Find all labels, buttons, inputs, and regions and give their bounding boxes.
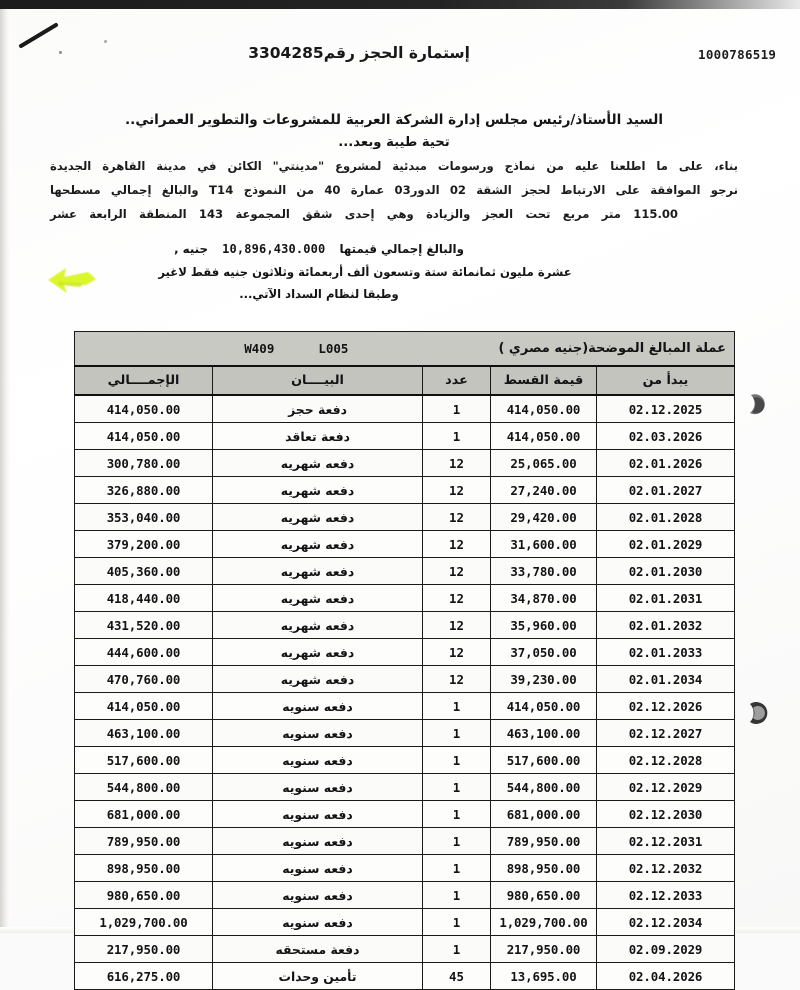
cell-start-from: 02.12.2033 <box>597 882 735 909</box>
table-row <box>75 963 735 990</box>
cell-description: دفعه شهريه <box>213 450 423 477</box>
cell-count: 1 <box>423 882 491 909</box>
table-row <box>75 909 735 936</box>
cell-total: 789,950.00 <box>75 828 213 855</box>
total-amount-currency: جنيه , <box>174 242 208 257</box>
table-row <box>75 395 735 423</box>
cell-description: دفعة حجز <box>213 395 423 423</box>
cell-description: دفعه شهريه <box>213 585 423 612</box>
cell-description: دفعه سنويه <box>213 909 423 936</box>
cell-installment-value: 31,600.00 <box>491 531 597 558</box>
cell-count: 12 <box>423 531 491 558</box>
table-row <box>75 666 735 693</box>
cell-total: 431,520.00 <box>75 612 213 639</box>
cell-count: 12 <box>423 612 491 639</box>
cell-installment-value: 789,950.00 <box>491 828 597 855</box>
table-row <box>75 774 735 801</box>
cell-start-from: 02.01.2034 <box>597 666 735 693</box>
cell-description: دفعه شهريه <box>213 531 423 558</box>
cell-start-from: 02.12.2025 <box>597 395 735 423</box>
table-row <box>75 477 735 504</box>
cell-count: 12 <box>423 639 491 666</box>
body-line-1: بناء، على ما اطلعنا عليه من نماذج ورسومات مبدئية لمشروع "مدينتي" الكائن في مدينة القاهرة الجديدة <box>50 159 738 173</box>
cell-installment-value: 463,100.00 <box>491 720 597 747</box>
cell-total: 379,200.00 <box>75 531 213 558</box>
cell-count: 12 <box>423 666 491 693</box>
table-header-row <box>75 366 735 395</box>
cell-start-from: 02.01.2031 <box>597 585 735 612</box>
cell-total: 470,760.00 <box>75 666 213 693</box>
cell-count: 12 <box>423 450 491 477</box>
column-header-total: الإجمــــالي <box>75 366 213 395</box>
table-row <box>75 936 735 963</box>
body-line-2: نرجو الموافقة على الارتباط لحجز الشقة 02 الدور03 عمارة 40 من النموذج T14 والبالغ إجمالي مسطحها <box>50 182 738 197</box>
cell-count: 1 <box>423 801 491 828</box>
cell-total: 681,000.00 <box>75 801 213 828</box>
cell-installment-value: 1,029,700.00 <box>491 909 597 936</box>
cell-installment-value: 414,050.00 <box>491 693 597 720</box>
cell-total: 463,100.00 <box>75 720 213 747</box>
payment-schedule-table <box>74 331 735 990</box>
cell-count: 12 <box>423 477 491 504</box>
column-header-count: عدد <box>423 366 491 395</box>
cell-description: دفعه سنويه <box>213 720 423 747</box>
scan-edge-band-top <box>0 0 800 9</box>
cell-description: دفعه شهريه <box>213 666 423 693</box>
cell-count: 45 <box>423 963 491 990</box>
cell-total: 217,950.00 <box>75 936 213 963</box>
cell-count: 12 <box>423 504 491 531</box>
cell-total: 898,950.00 <box>75 855 213 882</box>
cell-description: دفعه شهريه <box>213 612 423 639</box>
cell-installment-value: 35,960.00 <box>491 612 597 639</box>
cell-count: 12 <box>423 558 491 585</box>
cell-description: دفعه سنويه <box>213 747 423 774</box>
cell-count: 12 <box>423 585 491 612</box>
cell-start-from: 02.12.2031 <box>597 828 735 855</box>
cell-installment-value: 414,050.00 <box>491 395 597 423</box>
hole-punch-mark-icon <box>744 700 770 726</box>
cell-installment-value: 898,950.00 <box>491 855 597 882</box>
table-row <box>75 450 735 477</box>
payment-terms-line: وطبقا لنظام السداد الآتي... <box>239 287 399 302</box>
column-header-description: البيــــان <box>213 366 423 395</box>
column-header-installment-value: قيمة القسط <box>491 366 597 395</box>
cell-count: 1 <box>423 828 491 855</box>
cell-start-from: 02.01.2026 <box>597 450 735 477</box>
cell-installment-value: 414,050.00 <box>491 423 597 450</box>
cell-description: دفعه سنويه <box>213 774 423 801</box>
cell-start-from: 02.12.2032 <box>597 855 735 882</box>
cell-total: 616,275.00 <box>75 963 213 990</box>
cell-start-from: 02.12.2030 <box>597 801 735 828</box>
cell-installment-value: 681,000.00 <box>491 801 597 828</box>
cell-description: دفعه شهريه <box>213 558 423 585</box>
table-row <box>75 855 735 882</box>
total-amount-value: 10,896,430.000 <box>222 242 326 257</box>
cell-installment-value: 25,065.00 <box>491 450 597 477</box>
addressee-line: السيد الأستاذ/رئيس مجلس إدارة الشركة العربية للمشروعات والتطوير العمراني.. <box>125 112 663 128</box>
cell-start-from: 02.04.2026 <box>597 963 735 990</box>
code-right: L005 <box>318 341 349 356</box>
cell-installment-value: 33,780.00 <box>491 558 597 585</box>
cell-total: 414,050.00 <box>75 423 213 450</box>
cell-description: دفعه سنويه <box>213 693 423 720</box>
table-row <box>75 531 735 558</box>
cell-installment-value: 34,870.00 <box>491 585 597 612</box>
cell-total: 418,440.00 <box>75 585 213 612</box>
cell-count: 1 <box>423 936 491 963</box>
page-title: إستمارة الحجز رقم3304285 <box>248 44 470 62</box>
currency-codes <box>244 341 348 356</box>
table-row <box>75 558 735 585</box>
table-row <box>75 693 735 720</box>
cell-total: 414,050.00 <box>75 693 213 720</box>
cell-description: دفعه سنويه <box>213 828 423 855</box>
cell-total: 980,650.00 <box>75 882 213 909</box>
cell-description: تأمين وحدات <box>213 963 423 990</box>
cell-installment-value: 27,240.00 <box>491 477 597 504</box>
cell-installment-value: 29,420.00 <box>491 504 597 531</box>
cell-start-from: 02.12.2029 <box>597 774 735 801</box>
cell-start-from: 02.01.2028 <box>597 504 735 531</box>
cell-description: دفعه شهريه <box>213 639 423 666</box>
salutation-line: تحية طيبة وبعد... <box>338 135 450 150</box>
cell-description: دفعه سنويه <box>213 801 423 828</box>
total-amount-line <box>50 242 738 256</box>
cell-description: دفعة تعاقد <box>213 423 423 450</box>
cell-count: 1 <box>423 423 491 450</box>
table-row <box>75 801 735 828</box>
table-row <box>75 612 735 639</box>
reference-number: 1000786519 <box>698 47 777 62</box>
cell-description: دفعة مستحقه <box>213 936 423 963</box>
cell-installment-value: 980,650.00 <box>491 882 597 909</box>
cell-total: 444,600.00 <box>75 639 213 666</box>
cell-start-from: 02.01.2030 <box>597 558 735 585</box>
cell-installment-value: 217,950.00 <box>491 936 597 963</box>
table-row <box>75 828 735 855</box>
letter-body <box>0 112 800 301</box>
cell-count: 1 <box>423 693 491 720</box>
cell-description: دفعه سنويه <box>213 882 423 909</box>
cell-count: 1 <box>423 747 491 774</box>
total-amount-in-words: عشرة مليون ثمانمائة ستة وتسعون ألف أربعمائة وثلاثون جنيه فقط لاغير <box>158 265 572 280</box>
cell-total: 414,050.00 <box>75 395 213 423</box>
total-amount-label: والبالغ إجمالي قيمتها <box>339 242 464 257</box>
table-row <box>75 720 735 747</box>
cell-start-from: 02.01.2032 <box>597 612 735 639</box>
cell-total: 517,600.00 <box>75 747 213 774</box>
cell-count: 1 <box>423 774 491 801</box>
total-amount-block <box>50 242 738 301</box>
cell-start-from: 02.09.2029 <box>597 936 735 963</box>
hole-punch-mark-icon <box>744 392 770 418</box>
payment-schedule-table-wrap <box>75 331 735 990</box>
cell-start-from: 02.03.2026 <box>597 423 735 450</box>
cell-count: 1 <box>423 855 491 882</box>
cell-description: دفعه شهريه <box>213 477 423 504</box>
cell-start-from: 02.01.2027 <box>597 477 735 504</box>
cell-start-from: 02.01.2033 <box>597 639 735 666</box>
cell-description: دفعه شهريه <box>213 504 423 531</box>
cell-total: 326,880.00 <box>75 477 213 504</box>
document-header <box>0 44 800 72</box>
cell-start-from: 02.12.2034 <box>597 909 735 936</box>
table-row <box>75 504 735 531</box>
column-header-start-from: يبدأ من <box>597 366 735 395</box>
code-left: W409 <box>244 341 275 356</box>
cell-start-from: 02.12.2028 <box>597 747 735 774</box>
cell-total: 544,800.00 <box>75 774 213 801</box>
cell-total: 1,029,700.00 <box>75 909 213 936</box>
cell-count: 1 <box>423 909 491 936</box>
cell-start-from: 02.01.2029 <box>597 531 735 558</box>
cell-installment-value: 37,050.00 <box>491 639 597 666</box>
scan-speck <box>104 40 107 43</box>
cell-total: 405,360.00 <box>75 558 213 585</box>
cell-total: 300,780.00 <box>75 450 213 477</box>
body-line-3: 115.00 متر مربع تحت العجز والزيادة وهي إحدى شقق المجموعة 143 المنطقة الرابعة عشر <box>50 206 678 221</box>
table-row <box>75 423 735 450</box>
cell-installment-value: 517,600.00 <box>491 747 597 774</box>
cell-count: 1 <box>423 395 491 423</box>
cell-installment-value: 544,800.00 <box>491 774 597 801</box>
cell-total: 353,040.00 <box>75 504 213 531</box>
cell-description: دفعه سنويه <box>213 855 423 882</box>
currency-banner-cell <box>75 332 735 367</box>
cell-start-from: 02.12.2026 <box>597 693 735 720</box>
table-row <box>75 639 735 666</box>
currency-label: عملة المبالغ الموضحة(جنيه مصري ) <box>498 341 726 356</box>
table-row <box>75 882 735 909</box>
cell-count: 1 <box>423 720 491 747</box>
table-body <box>75 395 735 990</box>
table-row <box>75 747 735 774</box>
cell-installment-value: 39,230.00 <box>491 666 597 693</box>
cell-installment-value: 13,695.00 <box>491 963 597 990</box>
currency-banner-row <box>75 332 735 367</box>
cell-start-from: 02.12.2027 <box>597 720 735 747</box>
table-row <box>75 585 735 612</box>
